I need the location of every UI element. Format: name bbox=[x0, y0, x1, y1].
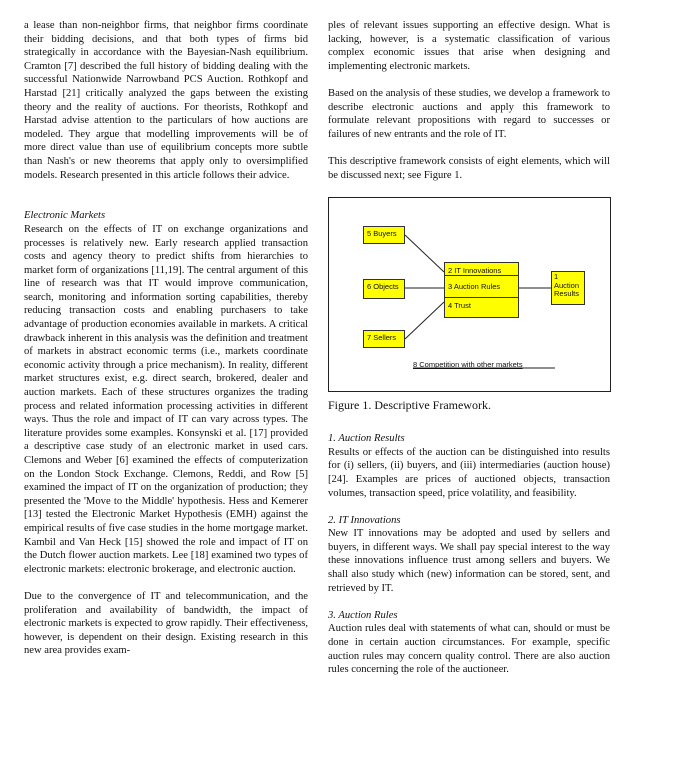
right-paragraph-2: Based on the analysis of these studies, we develop a framework to describe electronic auctions and apply this framework to formulate relevant propositions with regard to successes or failures of new entrants and the role of IT. bbox=[328, 87, 610, 140]
node-sellers: 7 Sellers bbox=[363, 330, 405, 348]
node-buyers: 5 Buyers bbox=[363, 226, 405, 244]
left-paragraph-1: a lease than non-neighbor firms, that neighbor firms coordinate their bidding decisions, and that both types of firms bid strategically in accordance with the Bayesian-Nash equilibrium. Cramton [7] described the full history of bidding dealing with the successful Nationwide Narrowband PCS Auction. Rothkopf and Harstad [21] critically analyzed the gaps between the existing theory and the reality of auctions. For theorists, Rothkopf and Harstad advise attention to the particulars of how auctions are modeled. They argue that modelling improvements will be of more direct value than use of equilibrium concepts more subtle than Nash's or new theorems that apply only to oversimplified models. Research presented in this article follows their advice. bbox=[24, 20, 308, 181]
connector-sellers bbox=[405, 302, 444, 339]
node-trust: 4 Trust bbox=[448, 301, 471, 311]
section-body-auction-rules: Auction rules deal with statements of what can, should or must be done in certain auction circumstances. For example, specific auction rules may concern quality control. There are also auction rules concerning the role of the auctioneer. bbox=[328, 623, 610, 676]
left-column bbox=[24, 19, 308, 658]
node-auction-results bbox=[551, 271, 585, 305]
node-center-group bbox=[444, 262, 519, 318]
section-title-electronic-markets: Electronic Markets bbox=[24, 210, 106, 222]
left-paragraph-2: Research on the effects of IT on exchange organizations and processes is relatively new. Early research applied transaction costs and agency theory to predict shifts from hierarchies to market form of organizations [11,19]. The central argument of this line of research was that IT would improve communication, search, monitoring and information sorting capabilities, thereby reducing transaction costs and enabling purchasers to take advantage of production economies available in markets. A critical drawback inherent in this analysis was the definition and treatment of markets in abstract economic terms (i.e., markets coordinate economic activity through a price mechanism). In reality, different market structures exist, e.g. direct search, brokered, dealer and auction markets. Each of these structures organizes the trading process and related information processing activities in different ways. Thus the role and impact of IT can vary across types. The literature provides some examples. Konsynski et al. [17] provided a descriptive case study of an electronic market in used cars. Clemons and Weber [6] examined the effects of computerization on the London Stock Exchange. Clemons, Reddi, and Row [5] examined the impact of IT on the organization of production; they presented the 'Move to the Middle' hypothesis. Hess and Kemerer [13] tested the Electronic Market Hypothesis (EMH) against the empirical results of five case studies in the home mortgage market. Kambil and Van Heck [15] showed the role and impact of IT on the Dutch flower auction markets. Lee [18] examined two types of electronic markets: electronic brokerage, and electronic auction. bbox=[24, 223, 308, 575]
section-title-it-innovations: 2. IT Innovations bbox=[328, 514, 401, 526]
node-it-innovations: 2 IT Innovations bbox=[445, 263, 518, 276]
connector-buyers bbox=[405, 235, 444, 272]
right-column bbox=[328, 19, 610, 677]
section-body-it-innovations: New IT innovations may be adopted and used by sellers and buyers, in different ways. We shall pay special interest to the way these innovations influence trust among sellers and buyers. We shall also study which (new) information can be stored, sent, and retrieved by IT. bbox=[328, 528, 610, 594]
results-label-2: Results bbox=[554, 289, 580, 299]
results-label-1: Auction bbox=[554, 280, 580, 290]
node-objects: 6 Objects bbox=[363, 279, 405, 299]
node-auction-rules: 3 Auction Rules bbox=[445, 276, 518, 298]
node-competition: 8 Competition with other markets bbox=[413, 360, 523, 370]
right-paragraph-1: ples of relevant issues supporting an effective design. What is lacking, however, is a systematic classification of various complex economic issues that arise when designing and implementing electronic markets. bbox=[328, 20, 610, 72]
results-number: 1 bbox=[554, 272, 559, 282]
section-body-auction-results: Results or effects of the auction can be distinguished into results for (i) sellers, (ii) buyers, and (iii) intermediaries (auction house) [24]. Examples are prices of auctioned objects, transaction volumes, transaction speed, price volatility, and feasibility. bbox=[328, 446, 610, 499]
section-title-auction-results: 1. Auction Results bbox=[328, 433, 405, 445]
figure-1-diagram bbox=[328, 197, 611, 392]
section-title-auction-rules: 3. Auction Rules bbox=[328, 609, 398, 621]
figure-caption: Figure 1. Descriptive Framework. bbox=[328, 398, 491, 413]
left-paragraph-3: Due to the convergence of IT and telecommunication, and the proliferation and availability of bandwidth, the impact of electronic markets is expected to grow rapidly. Their effectiveness, however, is dependent on their design. Existing research in this new area provides exam- bbox=[24, 590, 308, 657]
right-paragraph-3: This descriptive framework consists of eight elements, which will be discussed next; see Figure 1. bbox=[328, 155, 610, 181]
